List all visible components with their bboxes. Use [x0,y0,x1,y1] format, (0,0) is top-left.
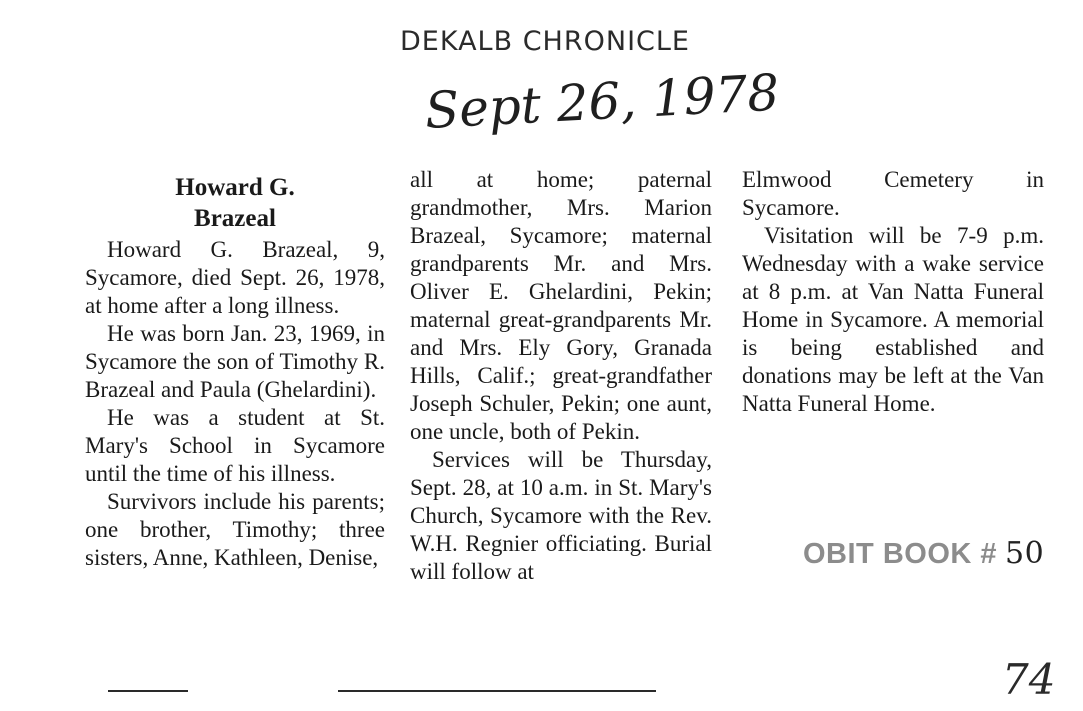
bottom-rule-left [108,690,188,692]
paragraph: He was born Jan. 23, 1969, in Sycamore the son of Timothy R. Brazeal and Paula (Ghelardini). [85,321,385,402]
paragraph: He was a student at St. Mary's School in Sycamore until the time of his illness. [85,405,385,486]
paragraph: all at home; paternal grandmother, Mrs. Marion Brazeal, Sycamore; maternal grandparents Mr. and Mrs. Oliver E. Ghelardini, Pekin; maternal great-grandparents Mr. and Mrs. Ely Gory, Granada Hills, Calif.; great-grandfather Joseph Schuler, Pekin; one aunt, one uncle, both of Pekin. [410,167,712,444]
bottom-rule-middle [338,690,656,692]
stamp-label: OBIT BOOK # [803,538,998,570]
paragraph: Visitation will be 7-9 p.m. Wednesday with a wake service at 8 p.m. at Van Natta Funeral Home in Sycamore. A memorial is being established and donations may be left at the Van Natta Funeral Home. [742,223,1044,416]
headline-line-1: Howard G. [175,174,295,201]
stamp-number: 50 [1005,536,1045,571]
handwritten-page-number: 74 [1002,655,1056,704]
paragraph: Services will be Thursday, Sept. 28, at 10 a.m. in St. Mary's Church, Sycamore with the Rev. W.H. Regnier officiating. Burial will follow at [410,447,712,584]
article-column-1 [85,236,385,572]
article-column-2 [410,166,712,586]
paragraph: Elmwood Cemetery in Sycamore. [742,167,1044,220]
handwritten-date: Sept 26, 1978 [423,63,781,140]
paragraph: Survivors include his parents; one brother, Timothy; three sisters, Anne, Kathleen, Denise, [85,489,385,570]
obituary-headline [85,172,385,234]
headline-line-2: Brazeal [194,205,276,232]
newspaper-masthead: DEKALB CHRONICLE [400,26,690,57]
obit-book-stamp [803,536,1044,571]
paragraph: Howard G. Brazeal, 9, Sycamore, died Sept. 26, 1978, at home after a long illness. [85,237,385,318]
article-column-3 [742,166,1044,418]
